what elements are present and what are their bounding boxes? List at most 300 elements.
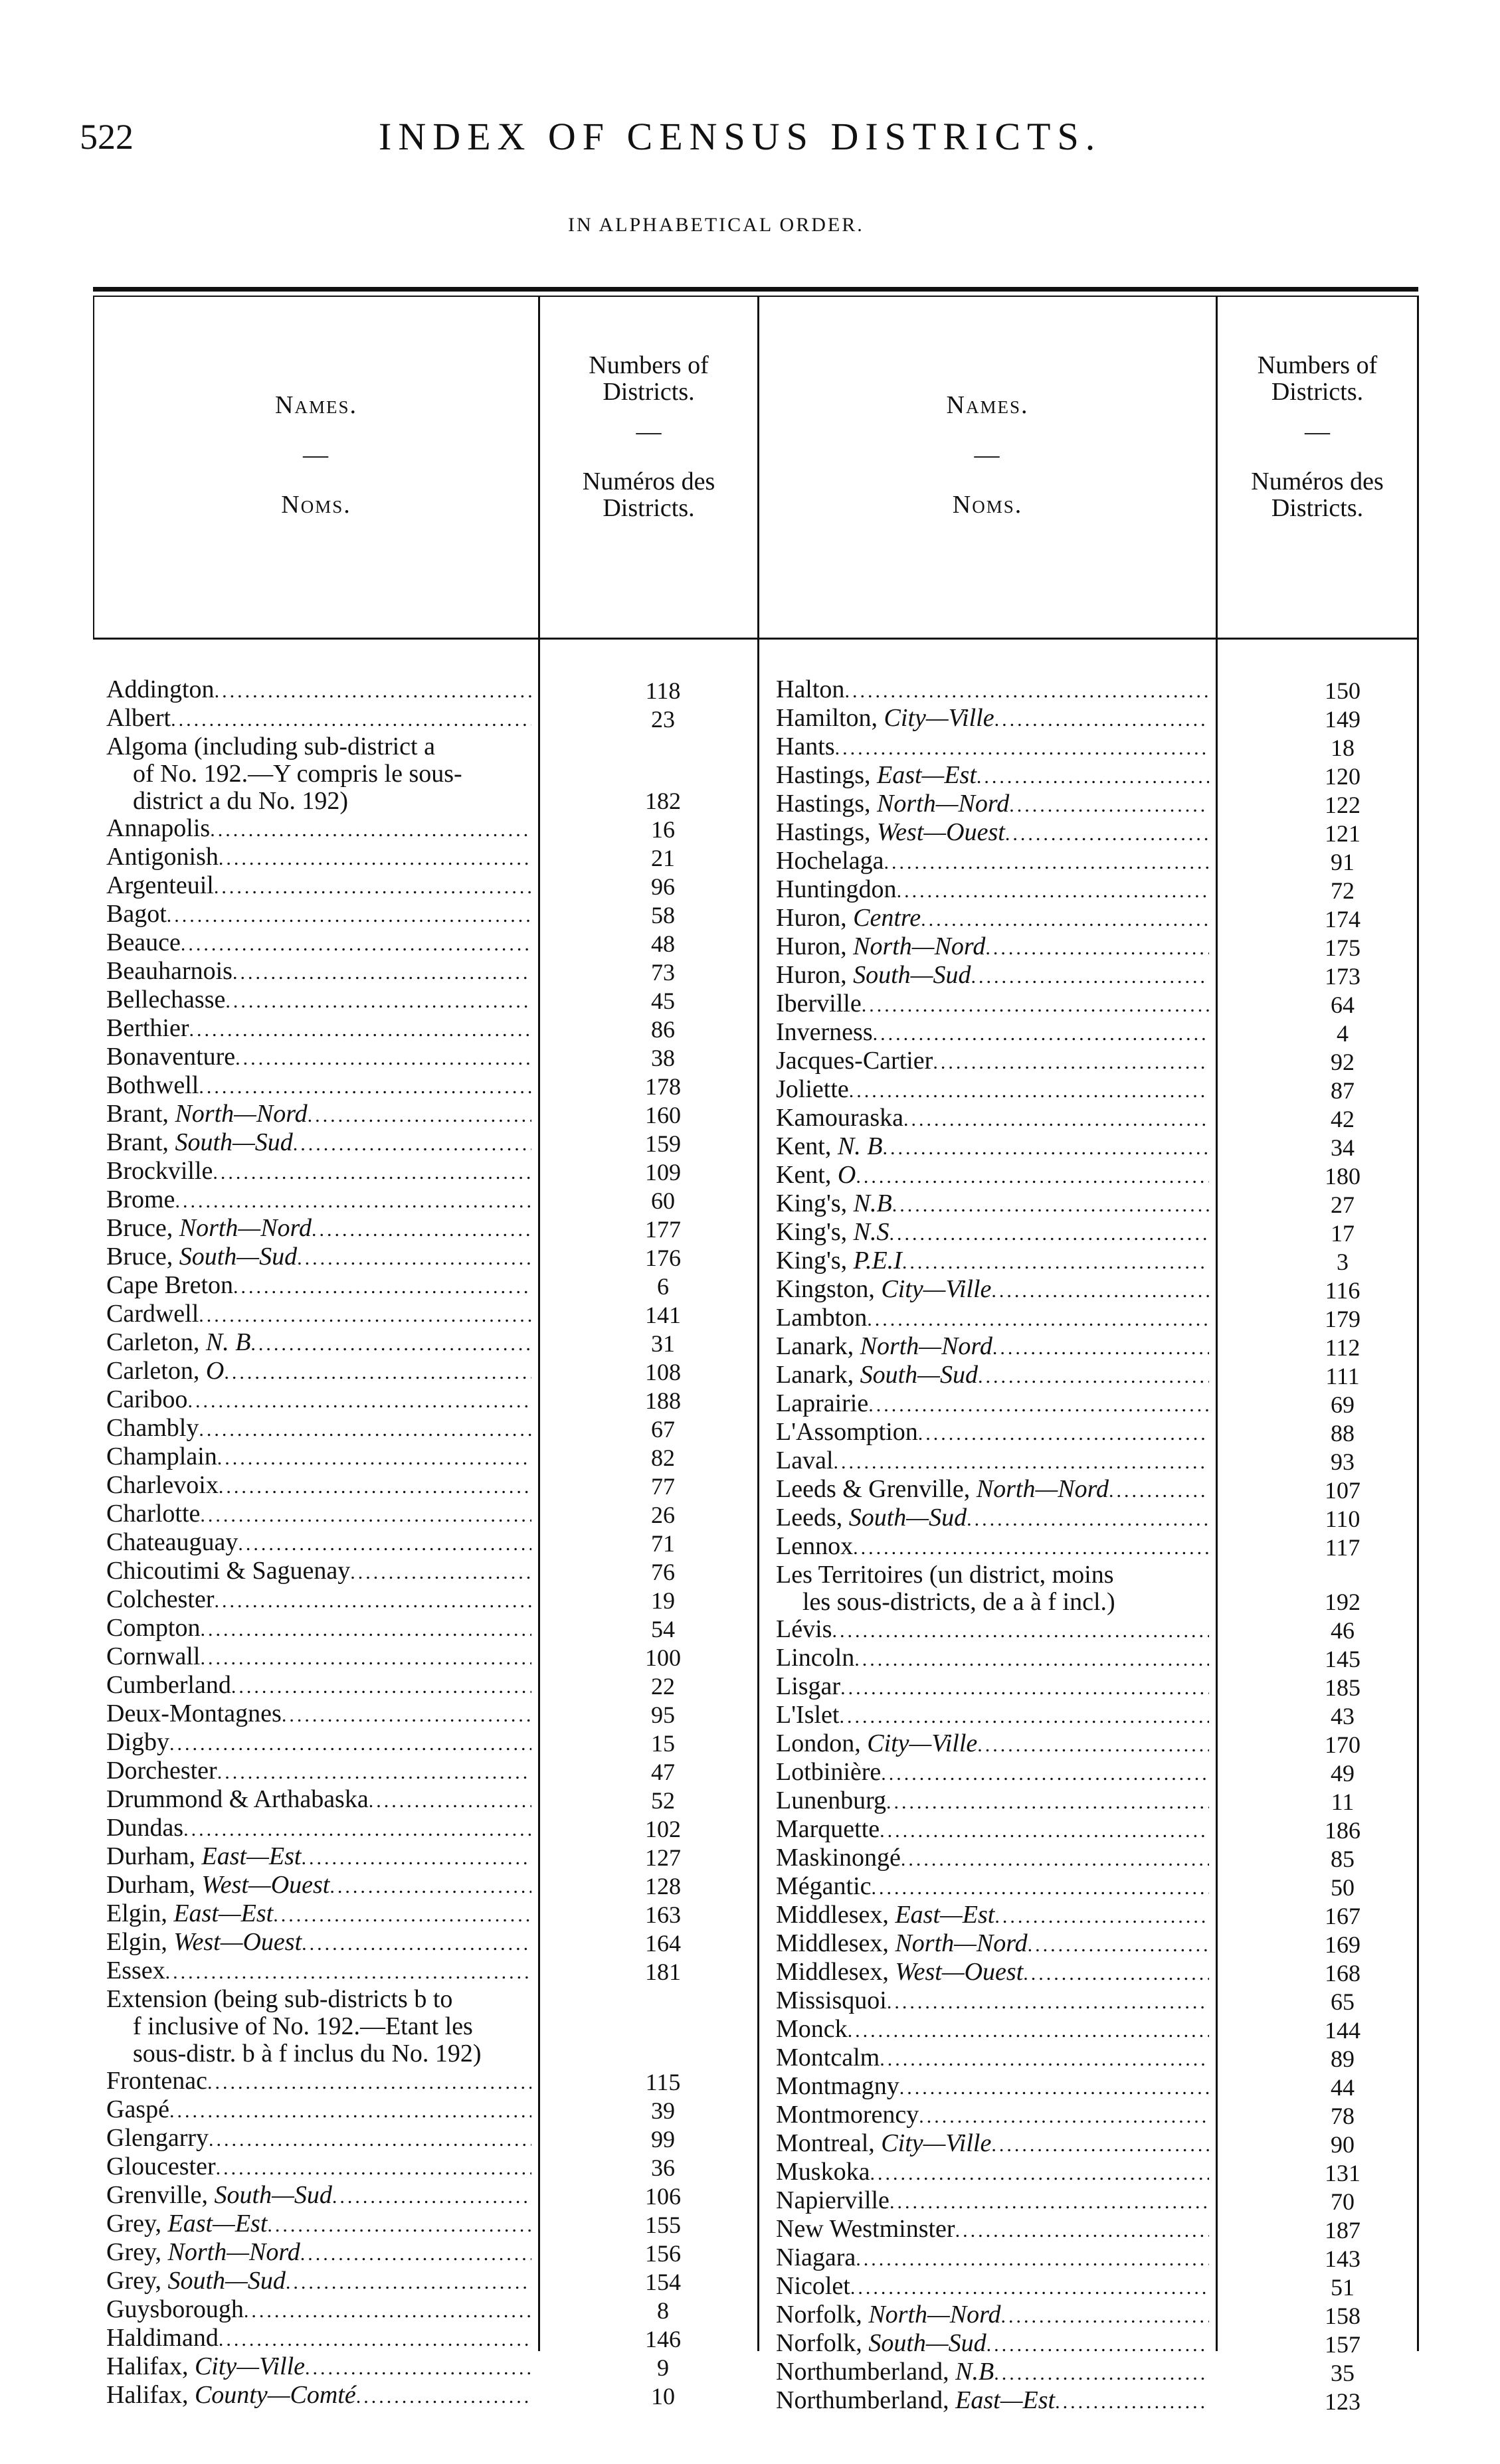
district-number: 18: [1331, 735, 1355, 761]
leader-dots: [978, 1362, 1209, 1390]
district-name: Brockville: [106, 1157, 213, 1185]
leader-dots: [899, 2073, 1209, 2101]
district-number: 52: [651, 1787, 675, 1814]
index-entry: [0, 1104, 1500, 1133]
district-subname: South—Sud: [868, 2329, 986, 2357]
district-number: 95: [651, 1702, 675, 1728]
district-name: Kingston, City—Ville: [776, 1275, 992, 1303]
district-name: Lisgar: [776, 1672, 841, 1700]
district-subname: West—Ouest: [173, 1928, 302, 1956]
index-entry: [0, 1673, 1500, 1702]
district-name: Gaspé: [106, 2095, 169, 2123]
district-name-continuation: of No. 192.—Y compris le sous-: [133, 760, 462, 788]
leader-dots: [867, 1304, 1209, 1333]
page-number: 522: [80, 117, 134, 157]
district-number: 181: [645, 1959, 681, 1985]
district-name: Kent, N. B: [776, 1132, 883, 1160]
leader-dots: [991, 2130, 1209, 2158]
district-number: 49: [1331, 1760, 1355, 1787]
district-name: London, City—Ville: [776, 1729, 978, 1757]
district-number: 85: [1331, 1846, 1355, 1872]
leader-dots: [977, 1730, 1209, 1759]
district-subname: East—Est: [167, 2210, 268, 2238]
district-subname: South—Sud: [214, 2181, 332, 2209]
district-subname: North—Nord: [868, 2301, 1001, 2329]
district-number: 23: [651, 706, 675, 733]
index-entry: [0, 1190, 1500, 1219]
district-name: Elgin, East—Est: [106, 1899, 274, 1927]
leader-dots: [844, 676, 1209, 705]
district-number: 116: [1325, 1277, 1360, 1304]
index-entry: [0, 2330, 1500, 2358]
district-name-continuation: district a du No. 192): [133, 787, 349, 815]
leader-dots: [862, 990, 1209, 1019]
district-number: 175: [1325, 934, 1360, 961]
index-entry: [0, 2244, 1500, 2273]
district-number: 131: [1325, 2160, 1360, 2186]
district-number: 39: [651, 2097, 675, 2124]
leader-dots: [880, 2044, 1209, 2073]
district-subname: West—Ouest: [201, 1871, 330, 1899]
district-number: 6: [657, 1273, 669, 1300]
district-name: Cornwall: [106, 1642, 201, 1670]
district-number: 3: [1337, 1249, 1349, 1275]
district-subname: N.S: [853, 1218, 890, 1246]
district-name: Hochelaga: [776, 847, 884, 875]
index-entry: [0, 2130, 1500, 2158]
leader-dots: [902, 1247, 1209, 1276]
district-number: 146: [645, 2326, 681, 2352]
index-entry: [0, 2073, 1500, 2101]
leader-dots: [856, 1162, 1209, 1190]
leader-dots: [892, 1190, 1209, 1219]
district-name: Halifax, County—Comté: [106, 2381, 356, 2409]
district-name: Hants: [776, 733, 835, 760]
index-entry: [0, 1901, 1500, 1930]
district-name: Carleton, N. B: [106, 1328, 251, 1356]
index-entry: [0, 819, 1500, 847]
district-number: 9: [657, 2354, 669, 2381]
district-subname: East—Est: [201, 1842, 302, 1870]
district-name: New Westminster: [776, 2215, 955, 2243]
district-number: 120: [1325, 763, 1360, 790]
leader-dots: [921, 905, 1209, 933]
district-subname: N.B: [955, 2358, 994, 2386]
district-number: 155: [645, 2212, 681, 2238]
district-number: 164: [645, 1930, 681, 1957]
numbers-fr: Numéros des Districts.: [1251, 468, 1384, 522]
district-number: 27: [1331, 1191, 1355, 1218]
leader-dots: [977, 762, 1209, 790]
leader-dots: [834, 1447, 1209, 1476]
district-name: Huron, North—Nord: [776, 932, 986, 960]
top-rule-thick: [93, 287, 1418, 292]
district-number: 26: [651, 1502, 675, 1528]
district-name: Glengarry: [106, 2124, 209, 2152]
leader-dots: [839, 1702, 1209, 1730]
index-entry: [0, 1730, 1500, 1759]
district-number: 174: [1325, 906, 1360, 932]
district-number: 99: [651, 2126, 675, 2153]
district-name: Grey, East—Est: [106, 2210, 268, 2238]
district-name: Gloucester: [106, 2153, 216, 2180]
district-name: Kent, O: [776, 1161, 856, 1189]
district-number: 50: [1331, 1874, 1355, 1901]
district-number: 78: [1331, 2103, 1355, 2129]
district-subname: O: [837, 1161, 856, 1189]
district-number: 86: [651, 1016, 675, 1043]
district-name: Missisquoi: [776, 1986, 887, 2014]
leader-dots: [887, 1987, 1209, 2016]
index-entry: [0, 876, 1500, 905]
district-name: Lennox: [776, 1532, 854, 1560]
district-name: Montcalm: [776, 2044, 880, 2071]
district-number: 72: [1331, 877, 1355, 904]
district-name: Marquette: [776, 1815, 880, 1843]
district-name: Hamilton, City—Ville: [776, 704, 994, 732]
numbers-en: Numbers of Districts.: [589, 351, 709, 406]
district-number: 163: [645, 1901, 681, 1928]
leader-dots: [873, 1019, 1209, 1047]
index-entry: [0, 2301, 1500, 2330]
district-name: Nicolet: [776, 2272, 850, 2300]
district-name: Beauharnois: [106, 957, 233, 985]
district-name: Joliette: [776, 1075, 849, 1103]
index-entry: [0, 2387, 1500, 2416]
top-rule-thin: [93, 296, 1418, 297]
index-entry: [0, 1476, 1500, 1504]
district-name: Leeds, South—Sud: [776, 1504, 967, 1532]
district-name: Drummond & Arthabaska: [106, 1785, 369, 1813]
index-entry: [0, 2016, 1500, 2044]
district-number: 178: [645, 1073, 681, 1100]
district-number: 188: [645, 1387, 681, 1414]
district-number: 76: [651, 1559, 675, 1585]
index-entry: [0, 2273, 1500, 2301]
district-name: Lincoln: [776, 1644, 855, 1672]
leader-dots: [849, 1076, 1209, 1104]
district-number: 38: [651, 1045, 675, 1071]
district-number: 54: [651, 1616, 675, 1642]
district-number: 71: [651, 1530, 675, 1557]
district-number: 160: [645, 1102, 681, 1128]
index-entry: [0, 933, 1500, 962]
district-number: 91: [1331, 849, 1355, 875]
district-name: Lévis: [776, 1615, 832, 1643]
district-subname: East—Est: [895, 1901, 995, 1929]
district-number: 187: [1325, 2217, 1360, 2244]
leader-dots: [884, 847, 1209, 876]
index-entry: [0, 905, 1500, 933]
index-entry: [0, 1304, 1500, 1333]
district-subname: North—Nord: [895, 1929, 1028, 1957]
district-number: 177: [645, 1216, 681, 1243]
district-number: 15: [651, 1730, 675, 1757]
district-name: Napierville: [776, 2186, 890, 2214]
district-name: King's, P.E.I: [776, 1247, 902, 1275]
district-name: Middlesex, North—Nord: [776, 1929, 1028, 1957]
index-entry: [0, 962, 1500, 990]
index-entry: [0, 1162, 1500, 1190]
index-entry: [0, 1362, 1500, 1390]
district-number: 122: [1325, 792, 1360, 818]
district-name: Digby: [106, 1728, 169, 1756]
district-number: 106: [645, 2183, 681, 2210]
district-number: 87: [1331, 1077, 1355, 1104]
district-subname: East—Est: [955, 2386, 1056, 2414]
district-subname: South—Sud: [848, 1504, 967, 1532]
district-name: Lanark, North—Nord: [776, 1332, 992, 1360]
district-name: Argenteuil: [106, 871, 214, 899]
district-name: Muskoka: [776, 2158, 870, 2186]
names-en: Names.: [275, 391, 357, 419]
district-subname: North—Nord: [175, 1100, 308, 1128]
district-name: Northumberland, N.B: [776, 2358, 994, 2386]
district-name: Montmagny: [776, 2072, 899, 2100]
leader-dots: [955, 2216, 1209, 2244]
district-number: 16: [651, 816, 675, 843]
district-name: Bothwell: [106, 1071, 199, 1099]
district-name: Kamouraska: [776, 1104, 904, 1132]
district-name: Dorchester: [106, 1757, 217, 1785]
district-number: 121: [1325, 820, 1360, 847]
leader-dots: [1028, 1930, 1209, 1959]
district-number: 58: [651, 902, 675, 928]
district-subname: City—Ville: [881, 2129, 992, 2157]
leader-dots: [903, 1104, 1209, 1133]
district-number: 170: [1325, 1731, 1360, 1758]
leader-dots: [870, 2158, 1209, 2187]
index-entry: [0, 787, 1500, 819]
index-entry: [0, 1930, 1500, 1959]
district-number: 156: [645, 2240, 681, 2267]
district-name: Haldimand: [106, 2324, 219, 2352]
district-name: Cariboo: [106, 1385, 188, 1413]
district-number: 44: [1331, 2074, 1355, 2101]
district-name: Bellechasse: [106, 986, 226, 1013]
index-entry: [0, 2216, 1500, 2244]
district-name: Iberville: [776, 990, 862, 1017]
district-subname: County—Comté: [194, 2381, 356, 2409]
district-subname: North—Nord: [179, 1214, 312, 1242]
index-entry: [0, 1844, 1500, 1873]
district-name: Grenville, South—Sud: [106, 2181, 332, 2209]
district-name: Albert: [106, 704, 171, 732]
district-number: 143: [1325, 2245, 1360, 2272]
district-name: Durham, East—Est: [106, 1842, 302, 1870]
index-entry: [0, 2158, 1500, 2187]
district-name: L'Assomption: [776, 1418, 918, 1446]
district-name: Jacques-Cartier: [776, 1047, 933, 1075]
district-number: 173: [1325, 963, 1360, 990]
district-number: 47: [651, 1759, 675, 1785]
district-number: 17: [1331, 1220, 1355, 1247]
district-name: Bruce, South—Sud: [106, 1243, 298, 1271]
district-number: 69: [1331, 1391, 1355, 1418]
district-subname: South—Sud: [167, 2267, 286, 2295]
index-entry: [0, 762, 1500, 790]
district-number: 167: [1325, 1903, 1360, 1929]
page-subtitle: IN ALPHABETICAL ORDER.: [568, 214, 864, 236]
district-number: 117: [1325, 1534, 1360, 1561]
leader-dots: [881, 1759, 1209, 1787]
district-name: Laval: [776, 1447, 834, 1474]
leader-dots: [890, 1219, 1210, 1247]
index-entry: [0, 705, 1500, 733]
index-entry: [0, 1019, 1500, 1047]
leader-dots: [1023, 1959, 1209, 1987]
leader-dots: [994, 1901, 1209, 1930]
leader-dots: [890, 2187, 1209, 2216]
district-name: Brome: [106, 1186, 175, 1213]
district-name: Norfolk, North—Nord: [776, 2301, 1001, 2329]
index-entry: [0, 1390, 1500, 1419]
district-number: 22: [651, 1673, 675, 1700]
district-name: Hastings, West—Ouest: [776, 818, 1005, 846]
leader-dots: [985, 933, 1209, 962]
district-number: 107: [1325, 1477, 1360, 1504]
district-number: 118: [645, 677, 681, 704]
district-number: 90: [1331, 2131, 1355, 2158]
district-number: 150: [1325, 677, 1360, 704]
leader-dots: [994, 2358, 1209, 2387]
header-dash: —: [303, 441, 329, 469]
district-name: Guysborough: [106, 2295, 244, 2323]
index-entry: [0, 1759, 1500, 1787]
leader-dots: [1001, 2301, 1209, 2330]
district-name: Laprairie: [776, 1389, 869, 1417]
district-subname: West—Ouest: [895, 1958, 1024, 1986]
district-name: Monck: [776, 2015, 848, 2043]
leader-dots: [886, 1787, 1209, 1816]
district-name: Halton: [776, 675, 845, 703]
leader-dots: [994, 705, 1209, 733]
leader-dots: [1109, 1476, 1209, 1504]
district-number: 92: [1331, 1049, 1355, 1075]
district-number: 176: [645, 1245, 681, 1271]
numbers-fr: Numéros des Districts.: [582, 468, 715, 522]
names-fr: Noms.: [952, 491, 1023, 519]
district-subname: North—Nord: [860, 1332, 992, 1360]
district-name: Chambly: [106, 1414, 199, 1442]
district-number: 145: [1325, 1646, 1360, 1672]
district-subname: N. B: [205, 1328, 251, 1356]
district-subname: North—Nord: [976, 1475, 1109, 1503]
district-number: 169: [1325, 1931, 1360, 1958]
index-entry: [0, 2101, 1500, 2130]
district-name: Leeds & Grenville, North—Nord: [776, 1475, 1109, 1503]
district-number: 158: [1325, 2303, 1360, 2329]
district-number: 46: [1331, 1617, 1355, 1644]
index-entry: [0, 2044, 1500, 2073]
district-subname: South—Sud: [179, 1243, 298, 1271]
district-subname: North—Nord: [167, 2238, 300, 2266]
district-number: 157: [1325, 2331, 1360, 2358]
index-entry: [0, 676, 1500, 705]
leader-dots: [918, 1419, 1209, 1447]
district-number: 35: [1331, 2360, 1355, 2386]
district-name: Hastings, North—Nord: [776, 790, 1010, 818]
district-number: 73: [651, 959, 675, 986]
district-name: L'Islet: [776, 1701, 840, 1729]
district-name: Antigonish: [106, 843, 219, 871]
district-number: 42: [1331, 1106, 1355, 1132]
district-number: 159: [645, 1130, 681, 1157]
district-subname: South—Sud: [175, 1128, 293, 1156]
index-entry: [0, 2358, 1500, 2387]
district-number: 154: [645, 2269, 681, 2295]
district-name: Montreal, City—Ville: [776, 2129, 992, 2157]
district-name: King's, N.S: [776, 1218, 890, 1246]
district-number: 8: [657, 2297, 669, 2324]
index-entry: [0, 1504, 1500, 1533]
district-subname: City—Ville: [884, 704, 994, 732]
district-number: 115: [645, 2069, 681, 2095]
header-dash: —: [1305, 418, 1330, 446]
district-name: Inverness: [776, 1018, 873, 1046]
district-number: 108: [645, 1359, 681, 1385]
leader-dots: [835, 733, 1209, 762]
district-number: 112: [1325, 1334, 1360, 1361]
leader-dots: [832, 1616, 1209, 1644]
district-name: Champlain: [106, 1443, 217, 1470]
district-name: Elgin, West—Ouest: [106, 1928, 302, 1956]
district-name: Halifax, City—Ville: [106, 2352, 305, 2380]
district-name: Lanark, South—Sud: [776, 1361, 978, 1389]
district-number: 144: [1325, 2017, 1360, 2044]
district-name: Cape Breton: [106, 1271, 234, 1299]
district-subname: Centre: [853, 904, 921, 932]
district-number: 182: [645, 788, 681, 814]
district-number: 65: [1331, 1988, 1355, 2015]
district-name: Brant, South—Sud: [106, 1128, 293, 1156]
leader-dots: [882, 1133, 1209, 1162]
district-name: Lunenburg: [776, 1787, 887, 1814]
district-name: Chicoutimi & Saguenay: [106, 1557, 351, 1585]
district-number: 21: [651, 845, 675, 871]
district-number: 110: [1325, 1506, 1360, 1532]
district-subname: West—Ouest: [877, 818, 1005, 846]
district-number: 31: [651, 1330, 675, 1357]
index-entry: [0, 1987, 1500, 2016]
district-name: Charlotte: [106, 1500, 201, 1528]
index-entry: [0, 1561, 1500, 1616]
leader-dots: [1009, 790, 1209, 819]
district-number: 100: [645, 1644, 681, 1671]
district-name: Beauce: [106, 928, 181, 956]
district-number: 45: [651, 988, 675, 1014]
district-name: Bagot: [106, 900, 167, 928]
index-entry: [0, 1533, 1500, 1561]
numbers-en: Numbers of Districts.: [1257, 351, 1378, 406]
header-dash: —: [974, 441, 1001, 469]
index-entry: [0, 1447, 1500, 1476]
district-number: 127: [645, 1844, 681, 1871]
district-name: Bonaventure: [106, 1043, 236, 1071]
district-number: 123: [1325, 2388, 1360, 2415]
index-entry: [0, 1076, 1500, 1104]
district-number: 11: [1331, 1789, 1355, 1815]
leader-dots: [868, 1390, 1209, 1419]
district-name: Colchester: [106, 1585, 215, 1613]
district-number: 102: [645, 1816, 681, 1842]
district-name: Grey, South—Sud: [106, 2267, 286, 2295]
district-name: Huron, South—Sud: [776, 961, 971, 989]
district-number: 168: [1325, 1960, 1360, 1986]
district-name: Carleton, O: [106, 1357, 225, 1385]
district-name: Lotbinière: [776, 1758, 882, 1786]
district-name: Frontenac: [106, 2067, 207, 2095]
